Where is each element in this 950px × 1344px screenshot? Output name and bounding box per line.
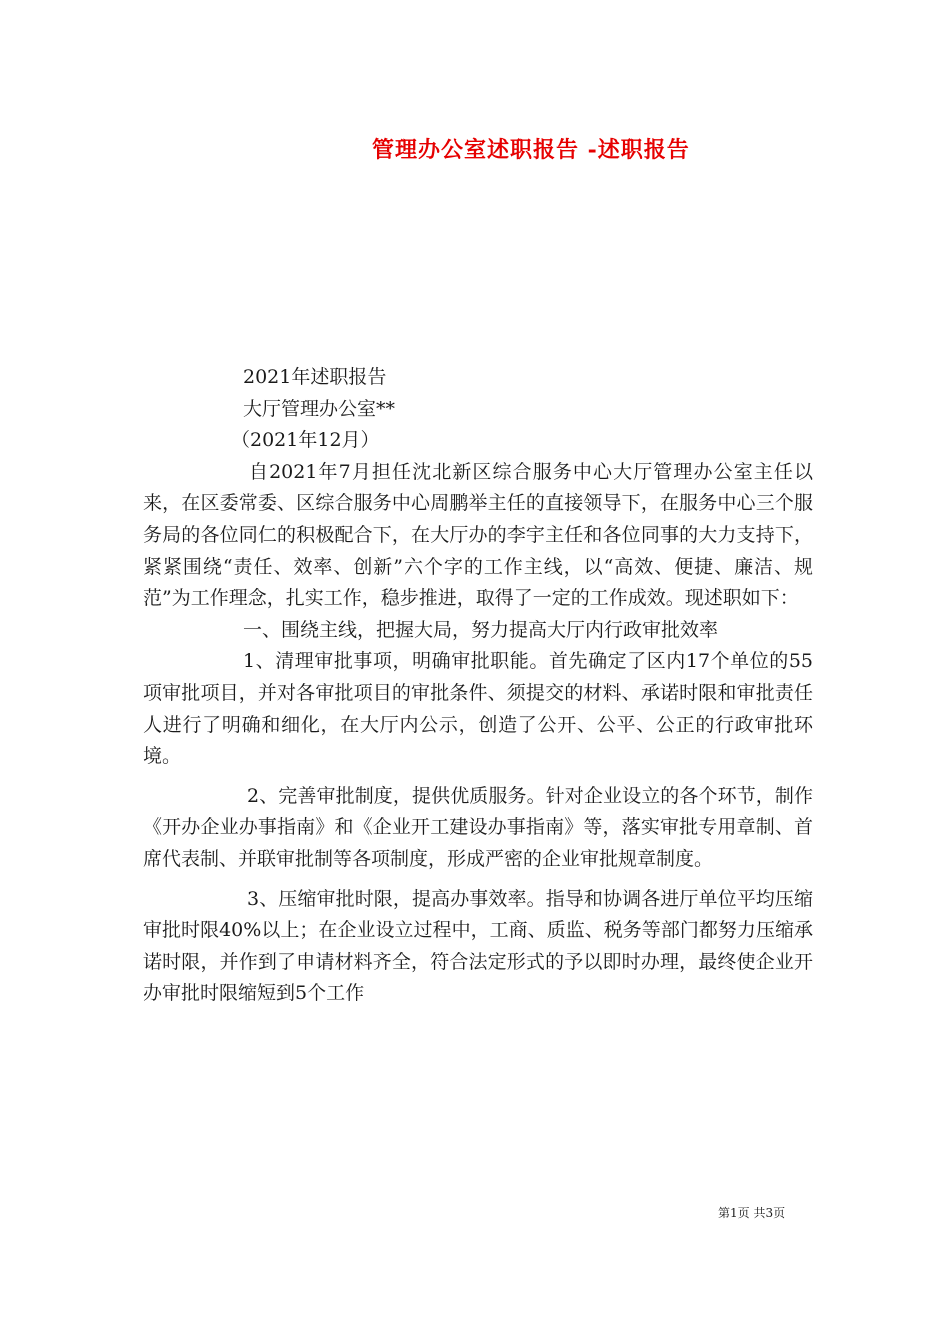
paragraph-intro: 自2021年7月担任沈北新区综合服务中心大厅管理办公室主任以来，在区委常委、区综合服务中心周鹏举主任的直接领导下，在服务中心三个服务局的各位同仁的积极配合下，在大厅办的李宇主任和各位同事的大力支持下，紧紧围绕“责任、效率、创新”六个字的工作主线，以“高效、便捷、廉洁、规范”为工作理念，扎实工作，稳步推进，取得了一定的工作成效。现述职如下： bbox=[143, 460, 813, 610]
section-heading: 一、围绕主线，把握大局，努力提高大厅内行政审批效率 bbox=[243, 618, 719, 641]
page-number: 第1页 共3页 bbox=[718, 1206, 786, 1220]
paragraph-item-2: 2、完善审批制度，提供优质服务。针对企业设立的各个环节，制作《开办企业办事指南》和《企业开工建设办事指南》等，落实审批专用章制、首席代表制、并联审批制等各项制度，形成严密的企业审批规章制度。 bbox=[143, 784, 813, 870]
heading-date: （2021年12月） bbox=[231, 429, 380, 452]
document-body bbox=[143, 362, 813, 1010]
paragraph-item-3: 3、压缩审批时限，提高办事效率。指导和协调各进厅单位平均压缩审批时限40%以上；在企业设立过程中，工商、质监、税务等部门都努力压缩承诺时限，并作到了申请材料齐全，符合法定形式的予以即时办理，最终使企业开办审批时限缩短到5个工作 bbox=[143, 887, 813, 1005]
document-title: 管理办公室述职报告 -述职报告 bbox=[372, 137, 690, 163]
paragraph-item-1: 1、清理审批事项，明确审批职能。首先确定了区内17个单位的55项审批项目，并对各审批项目的审批条件、须提交的材料、承诺时限和审批责任人进行了明确和细化，在大厅内公示，创造了公开、公平、公正的行政审批环境。 bbox=[143, 650, 813, 768]
heading-author: 大厅管理办公室** bbox=[243, 397, 396, 420]
heading-year: 2021年述职报告 bbox=[243, 366, 387, 388]
